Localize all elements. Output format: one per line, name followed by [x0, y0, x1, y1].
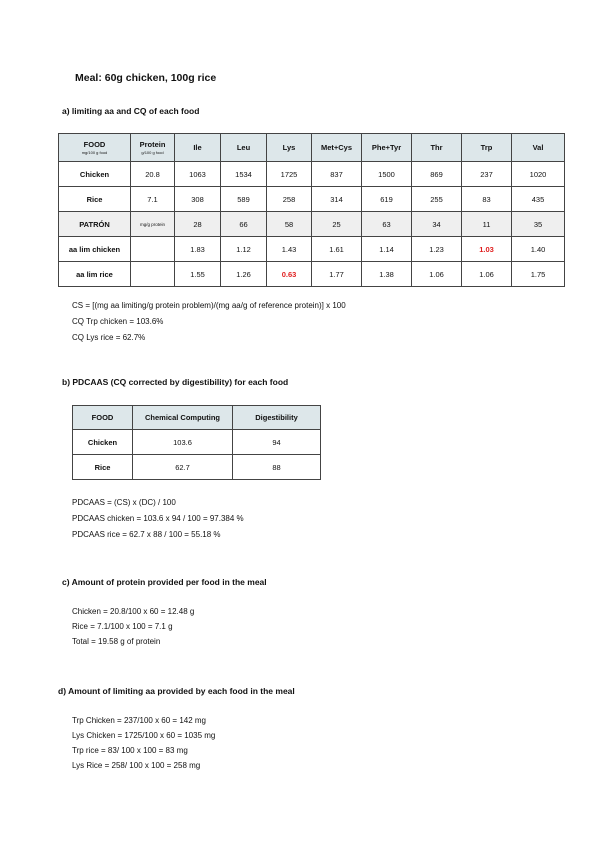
table-cell: 63	[362, 212, 412, 237]
table-cell: 1.38	[362, 262, 412, 287]
col-digestibility-header: Digestibility	[233, 406, 321, 430]
table-cell: 1.06	[462, 262, 512, 287]
table-cell: 103.6	[133, 430, 233, 455]
table-cell: 1.06	[412, 262, 462, 287]
table-cell: 308	[175, 187, 221, 212]
table-header-row	[73, 406, 321, 430]
row-label: aa lim chicken	[59, 237, 131, 262]
table-cell: 1.23	[412, 237, 462, 262]
trp-chicken-line: Trp Chicken = 237/100 x 60 = 142 mg	[72, 716, 207, 725]
table-row-chicken	[73, 430, 321, 455]
table-cell: 34	[412, 212, 462, 237]
table-row-aa-lim-rice	[59, 262, 565, 287]
row-label: PATRÓN	[59, 212, 131, 237]
table-cell: 25	[312, 212, 362, 237]
table-cell: 28	[175, 212, 221, 237]
pdcaas-formula: PDCAAS = (CS) x (DC) / 100	[72, 498, 176, 507]
table-cell: 1.61	[312, 237, 362, 262]
table-cell: 1.12	[221, 237, 267, 262]
protein-cell: 7.1	[131, 187, 175, 212]
row-label: Rice	[59, 187, 131, 212]
cq-chicken: CQ Trp chicken = 103.6%	[72, 317, 164, 326]
protein-chicken-line: Chicken = 20.8/100 x 60 = 12.48 g	[72, 607, 195, 616]
col-metcys-header: Met+Cys	[312, 134, 362, 162]
section-a-heading: a) limiting aa and CQ of each food	[62, 106, 200, 116]
table-header-row	[59, 134, 565, 162]
limiting-value-cell: 0.63	[267, 262, 312, 287]
section-d-heading: d) Amount of limiting aa provided by each food in the meal	[58, 686, 295, 696]
table-cell: 589	[221, 187, 267, 212]
col-leu-header: Leu	[221, 134, 267, 162]
lys-chicken-line: Lys Chicken = 1725/100 x 60 = 1035 mg	[72, 731, 216, 740]
table-row-patron	[59, 212, 565, 237]
col-trp-header: Trp	[462, 134, 512, 162]
col-food-header: FOOD mg/100 g food	[59, 134, 131, 162]
col-food-header: FOOD	[73, 406, 133, 430]
table-row-chicken	[59, 162, 565, 187]
protein-cell	[131, 262, 175, 287]
protein-cell: 20.8	[131, 162, 175, 187]
table-cell: 314	[312, 187, 362, 212]
table-cell: 11	[462, 212, 512, 237]
table-cell: 237	[462, 162, 512, 187]
protein-cell	[131, 237, 175, 262]
table-cell: 1.75	[512, 262, 565, 287]
col-lys-header: Lys	[267, 134, 312, 162]
table-cell: 255	[412, 187, 462, 212]
table-cell: 58	[267, 212, 312, 237]
table-cell: 35	[512, 212, 565, 237]
table-cell: 869	[412, 162, 462, 187]
table-cell: 1.83	[175, 237, 221, 262]
cq-rice: CQ Lys rice = 62.7%	[72, 333, 146, 342]
col-chemical-computing-header: Chemical Computing	[133, 406, 233, 430]
col-protein-header: Protein g/100 g food	[131, 134, 175, 162]
col-thr-header: Thr	[412, 134, 462, 162]
cs-formula: CS = [(mg aa limiting/g protein problem)/(mg aa/g of reference protein)] x 100	[72, 301, 346, 310]
pdcaas-chicken: PDCAAS chicken = 103.6 x 94 / 100 = 97.384 %	[72, 514, 244, 523]
table-cell: 1.43	[267, 237, 312, 262]
table-cell: 619	[362, 187, 412, 212]
table-cell: 94	[233, 430, 321, 455]
row-label: Chicken	[73, 430, 133, 455]
col-ile-header: Ile	[175, 134, 221, 162]
limiting-value-cell: 1.03	[462, 237, 512, 262]
table-cell: 66	[221, 212, 267, 237]
section-b-heading: b) PDCAAS (CQ corrected by digestibility) for each food	[62, 377, 289, 387]
section-c-heading: c) Amount of protein provided per food in the meal	[62, 577, 267, 587]
table-cell: 1.26	[221, 262, 267, 287]
meal-title: Meal: 60g chicken, 100g rice	[75, 72, 217, 84]
table-cell: 1.77	[312, 262, 362, 287]
protein-total-line: Total = 19.58 g of protein	[72, 637, 161, 646]
table-cell: 1063	[175, 162, 221, 187]
amino-acid-table	[58, 133, 565, 287]
protein-cell: mg/g protein	[131, 212, 175, 237]
row-label: Rice	[73, 455, 133, 480]
pdcaas-table	[72, 405, 321, 480]
table-row-rice	[73, 455, 321, 480]
col-phetyr-header: Phe+Tyr	[362, 134, 412, 162]
lys-rice-line: Lys Rice = 258/ 100 x 100 = 258 mg	[72, 761, 201, 770]
trp-rice-line: Trp rice = 83/ 100 x 100 = 83 mg	[72, 746, 188, 755]
table-cell: 83	[462, 187, 512, 212]
table-cell: 1020	[512, 162, 565, 187]
table-row-aa-lim-chicken	[59, 237, 565, 262]
row-label: Chicken	[59, 162, 131, 187]
col-val-header: Val	[512, 134, 565, 162]
table-cell: 62.7	[133, 455, 233, 480]
table-cell: 837	[312, 162, 362, 187]
pdcaas-rice: PDCAAS rice = 62.7 x 88 / 100 = 55.18 %	[72, 530, 221, 539]
protein-rice-line: Rice = 7.1/100 x 100 = 7.1 g	[72, 622, 173, 631]
table-cell: 435	[512, 187, 565, 212]
row-label: aa lim rice	[59, 262, 131, 287]
table-row-rice	[59, 187, 565, 212]
table-cell: 1.40	[512, 237, 565, 262]
table-cell: 1500	[362, 162, 412, 187]
table-cell: 258	[267, 187, 312, 212]
table-cell: 1.14	[362, 237, 412, 262]
table-cell: 88	[233, 455, 321, 480]
table-cell: 1534	[221, 162, 267, 187]
table-cell: 1725	[267, 162, 312, 187]
table-cell: 1.55	[175, 262, 221, 287]
